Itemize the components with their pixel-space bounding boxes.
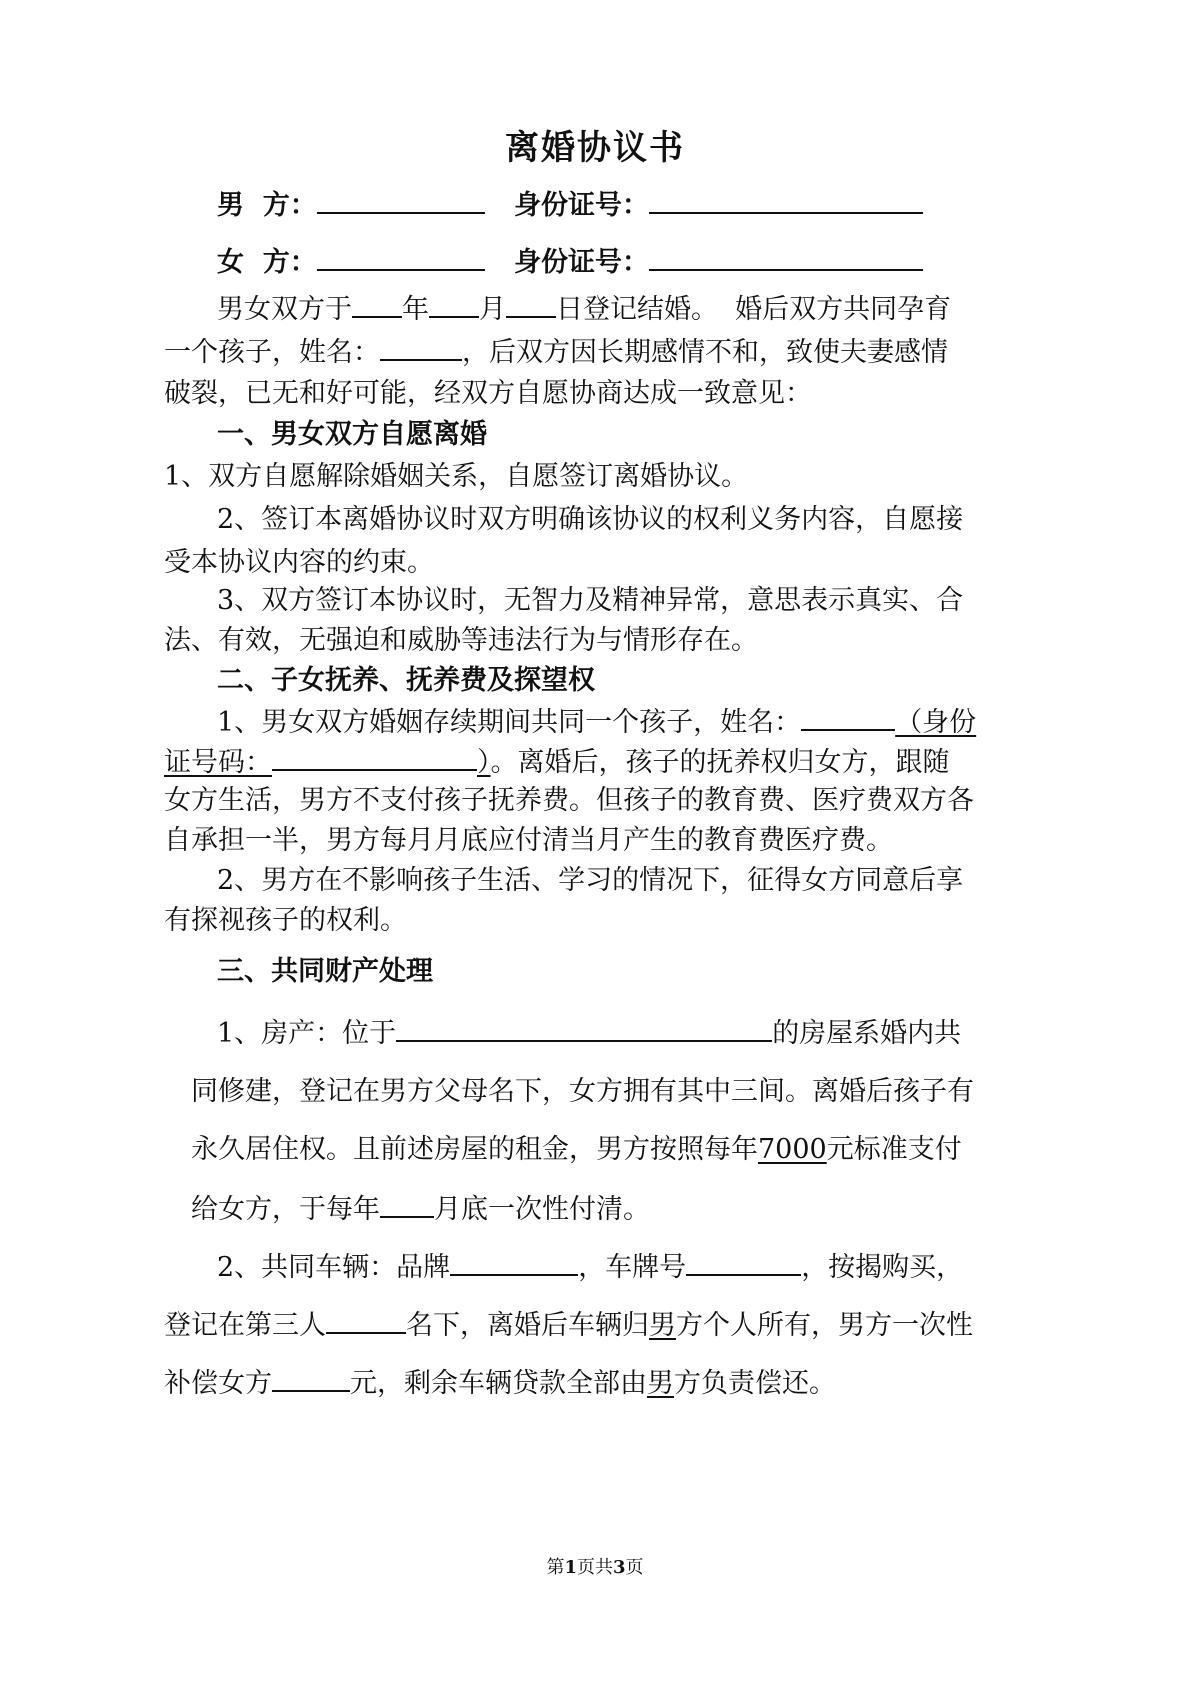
rent-amount: 7000 [758,1134,827,1165]
section3-item1-line1 [217,1014,961,1052]
intro-text: 年 [402,294,429,325]
male-id-line [514,186,923,224]
section3-text: ，按揭购买， [801,1252,964,1283]
section2-text: ） [477,747,491,778]
intro-text: 男女双方于 [217,294,352,325]
section3-text: 元，剩余车辆贷款全部由 [350,1368,647,1399]
section3-text: ，车牌号 [578,1252,687,1283]
pay-month-blank [380,1190,434,1218]
compensation-blank [272,1364,350,1392]
section2-heading: 二、子女抚养、抚养费及探望权 [217,665,595,696]
intro-text: 日登记结婚。 婚后双方共同孕育 [556,294,952,325]
female-name-blank [317,243,485,271]
male-party-line [217,186,485,224]
section3-text: 方个人所有，男方一次性 [676,1310,973,1341]
footer-text: 第 [546,1557,565,1578]
day-blank [506,290,556,318]
child-name-blank-2 [801,703,895,731]
section1-item3-line2: 法、有效，无强迫和威胁等违法行为与情形存在。 [164,625,758,656]
section3-item1-line2: 同修建，登记在男方父母名下，女方拥有其中三间。离婚后孩子有 [191,1076,974,1107]
section2-text: 1、男女双方婚姻存续期间共同一个孩子，姓名： [217,707,802,738]
month-blank [429,290,479,318]
section3-text: 1、房产：位于 [217,1018,397,1049]
section2-text: 证号码： [164,747,272,778]
female-label: 女 方： [217,247,317,278]
section3-text: 登记在第三人 [164,1310,326,1341]
section3-text: 给女方，于每年 [191,1194,380,1225]
section1-item2-line2: 受本协议内容的约束。 [164,547,434,578]
owner-party: 男 [649,1310,676,1341]
footer-text: 页 [625,1557,644,1578]
female-party-line [217,243,485,281]
intro-text: 一个孩子，姓名： [164,337,380,368]
intro-line-3: 破裂，已无和好可能，经双方自愿协商达成一致意见： [164,378,812,409]
child-id-blank [272,743,477,771]
total-page-number: 3 [613,1557,626,1578]
section3-item2-line3 [164,1364,836,1402]
section3-item1-line3 [191,1132,962,1168]
section3-text: 补偿女方 [164,1368,272,1399]
intro-text: 月 [479,294,506,325]
section2-item1-line4: 自承担一半，男方每月月底应付清当月产生的教育费医疗费。 [164,825,893,856]
section3-text: 月底一次性付清。 [434,1194,650,1225]
section2-text: 。离婚后，孩子的抚养权归女方，跟随 [490,747,950,778]
page-footer [0,1556,1190,1580]
section3-item1-line4 [191,1190,650,1228]
section3-text: 名下，离婚后车辆归 [406,1310,649,1341]
child-name-blank [380,333,462,361]
section2-item1-line3: 女方生活，男方不支付孩子抚养费。但孩子的教育费、医疗费双方各 [164,785,974,816]
male-id-label: 身份证号： [514,190,649,221]
section1-item3-line1: 3、双方签订本协议时，无智力及精神异常，意思表示真实、合 [217,585,964,616]
section3-text: 永久居住权。且前述房屋的租金，男方按照每年 [191,1134,758,1165]
repay-party: 男 [647,1368,674,1399]
section1-item2-line1: 2、签订本离婚协议时双方明确该协议的权利义务内容，自愿接 [217,504,964,535]
section3-item2-line2 [164,1306,973,1344]
section3-item2-line1 [217,1248,963,1286]
intro-text: ，后双方因长期感情不和，致使夫妻感情 [462,337,948,368]
male-id-blank [649,186,923,214]
footer-text: 页共 [577,1557,613,1578]
female-id-blank [649,243,923,271]
section3-text: 2、共同车辆：品牌 [217,1252,451,1283]
house-location-blank [396,1014,772,1042]
section2-text: （身份 [895,707,977,738]
document-title: 离婚协议书 [505,128,685,168]
section1-heading: 一、男女双方自愿离婚 [217,419,487,450]
current-page-number: 1 [564,1557,577,1578]
section3-heading: 三、共同财产处理 [217,956,433,987]
plate-number-blank [686,1248,801,1276]
third-party-blank [326,1306,406,1334]
intro-line-2 [164,333,948,371]
year-blank [352,290,402,318]
section2-item2-line1: 2、男方在不影响孩子生活、学习的情况下，征得女方同意后享 [217,865,964,896]
section3-text: 元标准支付 [826,1134,962,1165]
section3-text: 的房屋系婚内共 [772,1018,962,1049]
car-brand-blank [450,1248,578,1276]
female-id-label: 身份证号： [514,247,649,278]
section1-item1: 1、双方自愿解除婚姻关系，自愿签订离婚协议。 [164,461,749,492]
male-label: 男 方： [217,190,317,221]
intro-line-1 [217,290,951,328]
male-name-blank [317,186,485,214]
section2-item1-line1 [217,703,976,741]
section3-text: 方负责偿还。 [674,1368,836,1399]
section2-item1-line2 [164,743,950,781]
female-id-line [514,243,923,281]
section2-item2-line2: 有探视孩子的权利。 [164,905,407,936]
